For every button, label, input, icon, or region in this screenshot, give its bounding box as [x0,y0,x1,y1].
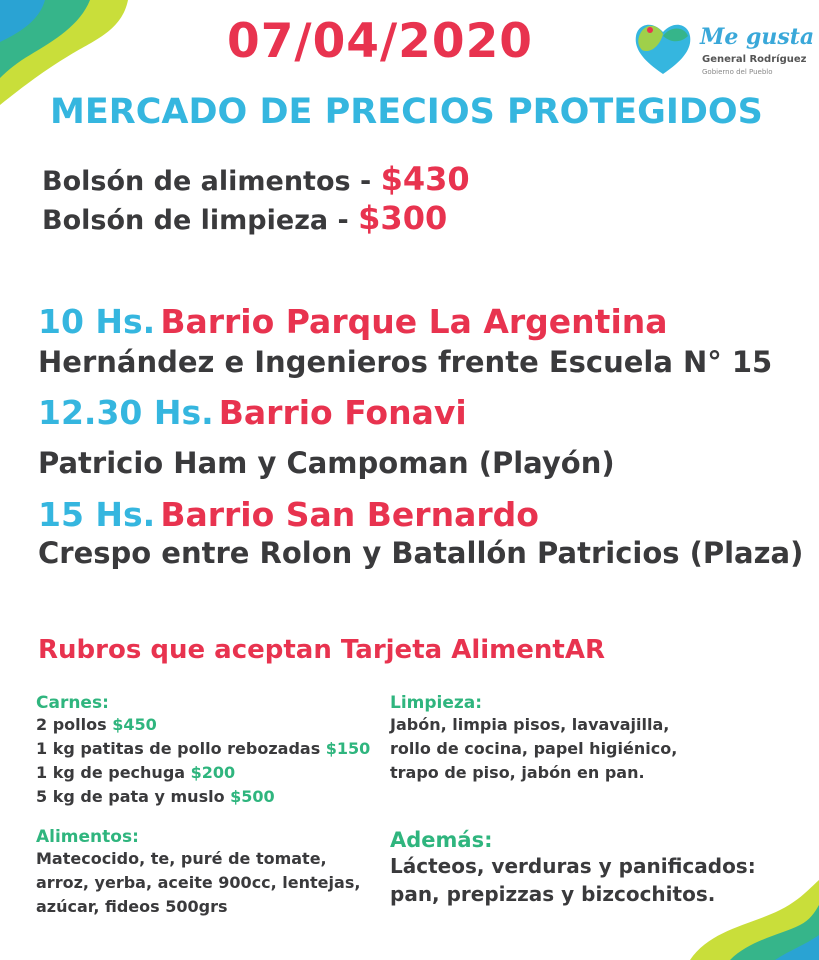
list-item: rollo de cocina, papel higiénico, [390,739,678,758]
rubros-title: Rubros que aceptan Tarjeta AlimentAR [38,635,605,665]
carnes-heading: Carnes: [36,693,109,713]
stop-time: 12.30 Hs. [38,393,214,432]
list-item: trapo de piso, jabón en pan. [390,763,645,782]
alimentos-section [36,827,360,919]
bolson-price: $430 [380,160,470,198]
carnes-section [36,693,370,809]
limpieza-heading: Limpieza: [390,693,483,713]
stop-address: Patricio Ham y Campoman (Playón) [38,446,615,480]
stop-heading [38,495,539,534]
stop-time: 10 Hs. [38,302,156,341]
stop-heading [38,302,668,341]
list-item: 1 kg patitas de pollo rebozadas $150 [36,739,371,758]
bolson-label: Bolsón de limpieza - [42,205,359,236]
market-subtitle: MERCADO DE PRECIOS PROTEGIDOS [50,92,763,132]
stop-name: Barrio Parque La Argentina [160,302,668,341]
ademas-heading: Además: [390,828,493,852]
date-heading: 07/04/2020 [227,14,533,69]
limpieza-section [390,693,677,785]
stop-address: Crespo entre Rolon y Batallón Patricios (Plaza) [38,536,804,570]
ademas-section [390,828,756,908]
bolson-alimentos [42,160,470,198]
list-item: pan, prepizzas y bizcochitos. [390,882,716,906]
list-item: 1 kg de pechuga $200 [36,763,236,782]
list-item: Jabón, limpia pisos, lavavajilla, [390,715,670,734]
bolson-price: $300 [358,199,448,237]
stop-name: Barrio Fonavi [218,393,467,432]
bolson-label: Bolsón de alimentos - [42,166,381,197]
stop-name: Barrio San Bernardo [160,495,539,534]
list-item: Matecocido, te, puré de tomate, [36,849,327,868]
stop-time: 15 Hs. [38,495,156,534]
stop-heading [38,393,467,432]
list-item: Lácteos, verduras y panificados: [390,854,756,878]
alimentos-heading: Alimentos: [36,827,139,847]
list-item: arroz, yerba, aceite 900cc, lentejas, [36,873,361,892]
list-item: azúcar, fideos 500grs [36,897,228,916]
logo-title: Me gusta [700,24,815,50]
logo-subtitle: General Rodríguez [702,54,807,65]
stop-address: Hernández e Ingenieros frente Escuela N° 15 [38,345,773,379]
logo-tagline: Gobierno del Pueblo [702,68,773,76]
list-item: 5 kg de pata y muslo $500 [36,787,275,806]
list-item: 2 pollos $450 [36,715,157,734]
bolson-limpieza [42,199,447,237]
